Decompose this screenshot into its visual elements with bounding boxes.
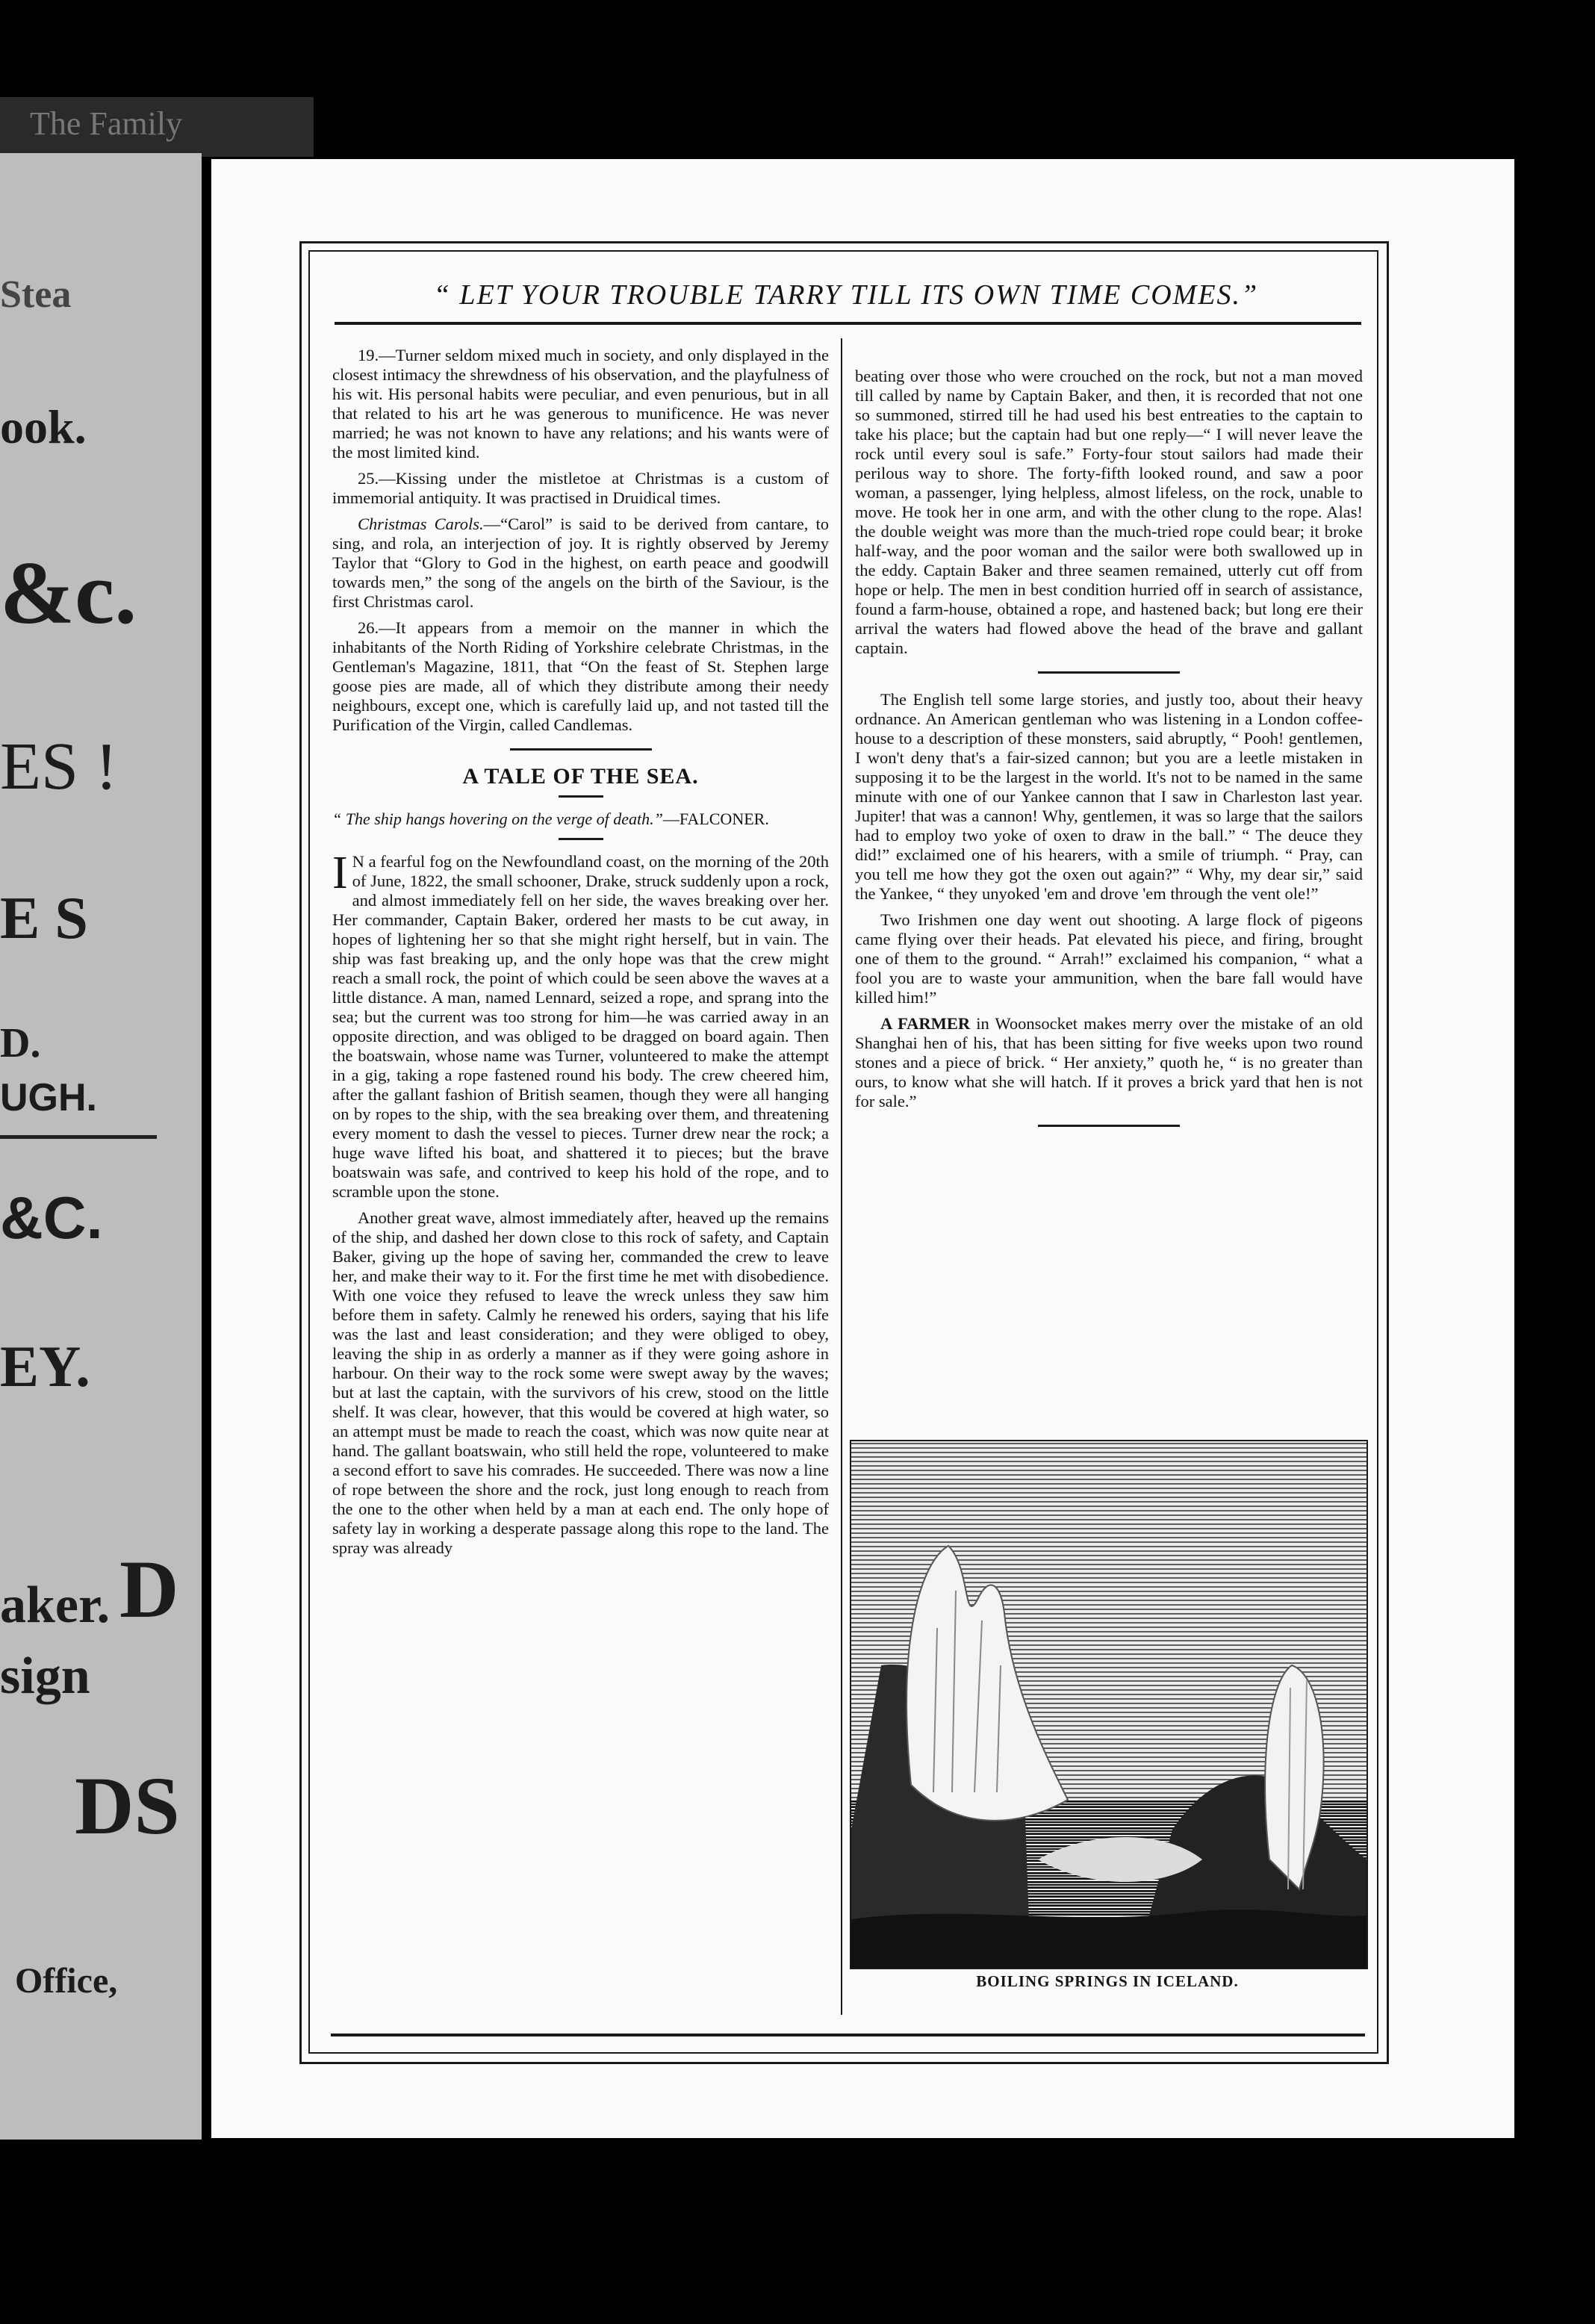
epigraph [332, 810, 829, 829]
tale-paragraph-1 [332, 848, 829, 1202]
drop-cap: I [332, 848, 348, 898]
paragraph-turner: 19.—Turner seldom mixed much in society, and only displayed in the closest intimacy the shrewdness of his observation, and the playfulness of his wit. His personal habits were peculiar, and even penurious, but in all that related to his art he was generous to munificence. He was never married; he was not known to have any relations; and his wants were of the most limited kind. [332, 346, 829, 462]
geyser-illustration [851, 1441, 1367, 1968]
left-page-fragment: D [119, 1544, 179, 1635]
left-page-fragment: E S [0, 886, 88, 951]
left-page-fragment: D. [0, 1020, 41, 1066]
paragraph-christmas-carols [332, 515, 829, 612]
boiling-springs-engraving [850, 1440, 1368, 1969]
bottom-rule [331, 2034, 1365, 2036]
tale-of-the-sea-title: A TALE OF THE SEA. [462, 764, 699, 789]
column-divider [841, 338, 842, 2015]
section-separator [1038, 671, 1180, 674]
tale-paragraph-2: Another great wave, almost immediately after, heaved up the remains of the ship, and dashed her down close to this rock of safety, and Captain Baker, giving up the hope of saving her, commanded the crew to leave her, and make their way to it. For the first time he met with disobedience. With one voice they refused to leave the wreck unless they saw him before them in safety. Calmly he renewed his orders, saying that his life was the last and least consideration; and they were obliged to obey, leaving the ship in as orderly a manner as if they were going ashore in harbour. On their way to the rock some were swept away by the waves; but at last the captain, with the survivors of his crew, stood on the little shelf. It was clear, however, that this would be covered at high water, so an attempt must be made to reach the coast, which was now quite near at hand. The gallant boatswain, who still held the rope, volunteered to make a second effort to save his comrades. He succeeded. There was now a line of rope between the shore and the rock, just long enough to reach from the one to the other when held by a man at each end. The only hope of safety lay in working a desperate passage along this rope to the land. The spray was already [332, 1208, 829, 1557]
farmer-body: in Woonsocket makes merry over the mistake of an old Shanghai hen of his, that has been sitting for five weeks upon two round stones and a piece of brick. “ Her anxiety,” quoth he, “ is no greater than ours, to know what she will hatch. If it proves a brick yard that hen is not for sale.” [855, 1014, 1363, 1110]
paragraph-goose-pies: 26.—It appears from a memoir on the manner in which the inhabitants of the North Riding of Yorkshire celebrate Christmas, in the Gentleman's Magazine, 1811, that “On the feast of St. Stephen large goose pies are made, all of which they distribute among their needy neighbours, except one, which is carefully laid up, and not tasted till the Purification of the Virgin, called Candlemas. [332, 618, 829, 734]
left-column [332, 346, 829, 1565]
top-edge-text: The Family [30, 105, 183, 142]
page-header-motto: “ LET YOUR TROUBLE TARRY TILL ITS OWN TIME COMES.” [433, 279, 1259, 311]
left-page-fragment: UGH. [0, 1076, 97, 1119]
title-separator [559, 795, 603, 798]
left-page-fragment: sign [0, 1647, 90, 1705]
left-page-fragment: Office, [15, 1961, 118, 2001]
epigraph-separator [559, 838, 603, 840]
image-caption: BOILING SPRINGS IN ICELAND. [976, 1972, 1239, 1990]
top-edge-strip [0, 97, 314, 157]
left-page-fragment: Stea [0, 273, 72, 316]
epigraph-author: —FALCONER. [662, 810, 769, 828]
header-rule [335, 322, 1361, 325]
left-page-fragment: ES ! [0, 730, 118, 804]
left-page-rule [0, 1135, 157, 1139]
epigraph-quote: “ The ship hangs hovering on the verge of death.” [332, 810, 663, 828]
paragraph-irishmen: Two Irishmen one day went out shooting. A large flock of pigeons came flying over their heads. Pat elevated his piece, and firing, brought one of them to the ground. “ Arrah!” exclaimed his companion, “ what a fool you are to waste your ammunition, when the bare fall would have killed him!” [855, 910, 1363, 1007]
left-page-fragment: aker. [0, 1576, 111, 1634]
paragraph-yankee-cannon: The English tell some large stories, and justly too, about their heavy ordnance. An American gentleman who was listening in a London coffee-house to a description of these monsters, said abruptly, “ Pooh! gentlemen, I won't deny that's a fair-sized cannon; but you are a leetle mistaken in supposing it to be the largest in the world. It's not to be named in the same minute with one of our Yankee cannon that I saw in Charleston last year. Jupiter! that was a cannon! Why, gentlemen, it was so large that the sailors had to employ two yoke of oxen to draw in the ball.” “ The deuce they did!” exclaimed one of his hearers, with a smile of triumph. “ Pray, can you tell me how they got the oxen out again?” “ Why, my dear sir,” said the Yankee, “ they unyoked 'em and drove 'em through the vent ole!” [855, 690, 1363, 903]
left-page-fragment: ook. [0, 400, 87, 453]
left-page-fragment: DS [75, 1760, 180, 1851]
christmas-carols-body: —“Carol” is said to be derived from cantare, to sing, and rola, an interjection of joy. It is rightly observed by Jeremy Taylor that “Glory to God in the highest, on earth peace and goodwill towards men,” the song of the angels on the birth of the Saviour, is the first Christmas carol. [332, 515, 829, 611]
paragraph-mistletoe: 25.—Kissing under the mistletoe at Christmas is a custom of immemorial antiquity. It was practised in Druidical times. [332, 469, 829, 507]
adjacent-left-page [0, 153, 202, 2140]
section-separator [1038, 1125, 1180, 1127]
left-page-fragment: EY. [0, 1334, 90, 1399]
paragraph-farmer [855, 1014, 1363, 1111]
section-separator [510, 748, 652, 751]
farmer-lead: A FARMER [880, 1014, 971, 1033]
right-column [855, 367, 1363, 1143]
left-page-fragment: &c. [0, 543, 137, 642]
magazine-page [211, 159, 1514, 2138]
tale-continuation: beating over those who were crouched on the rock, but not a man moved till called by name by Captain Baker, and then, it is recorded that not one so summoned, stirred till he had used his best entreaties to the captain to take his place; but the captain had but one reply—“ I will never leave the rock until every soul is safe.” Forty-four stout sailors had made their perilous way to shore. The forty-fifth looked round, and saw a poor woman, a passenger, lying helpless, almost lifeless, on the rock, unable to move. He took her in one arm, and with the other clung to the rope. Alas! the double weight was more than the much-tried rope could bear; it broke half-way, and the poor woman and the sailor were both swallowed up in the eddy. Captain Baker and three seamen remained, utterly cut off from hope or help. The men in best condition hurried off in search of assistance, found a farm-house, obtained a rope, and hastened back; but long ere their arrival the waters had flowed above the head of the brave and gallant captain. [855, 367, 1363, 657]
left-page-fragment: &C. [0, 1184, 103, 1251]
tale-paragraph-1-text: N a fearful fog on the Newfoundland coast, on the morning of the 20th of June, 1822, the small schooner, Drake, struck suddenly upon a rock, and almost immediately fell on her side, the waves breaking over her. Her commander, Captain Baker, ordered her masts to be cut away, in hopes of lightening her so that she might right herself, but in vain. The ship was fast breaking up, and the only hope was that the crew might reach a small rock, the point of which could be seen above the waves at a little distance. A man, named Lennard, seized a rope, and sprang into the sea; but the current was too strong for him—he was carried away in an opposite direction, and was obliged to be dragged on board again. Then the boatswain, whose name was Turner, volunteered to make the attempt in a gig, taking a rope fastened round his body. The crew cheered him, after the gallant fashion of British seamen, though they were all hanging on by ropes to the ship, with the sea breaking over them, and threatening every moment to dash the vessel to pieces. Turner drew near the rock; a huge wave lifted his boat, and shattered it to pieces; but the brave boatswain was safe, and contrived to keep his hold of the rope, and to scramble upon the stone. [332, 852, 829, 1201]
christmas-carols-heading: Christmas Carols. [358, 515, 484, 533]
